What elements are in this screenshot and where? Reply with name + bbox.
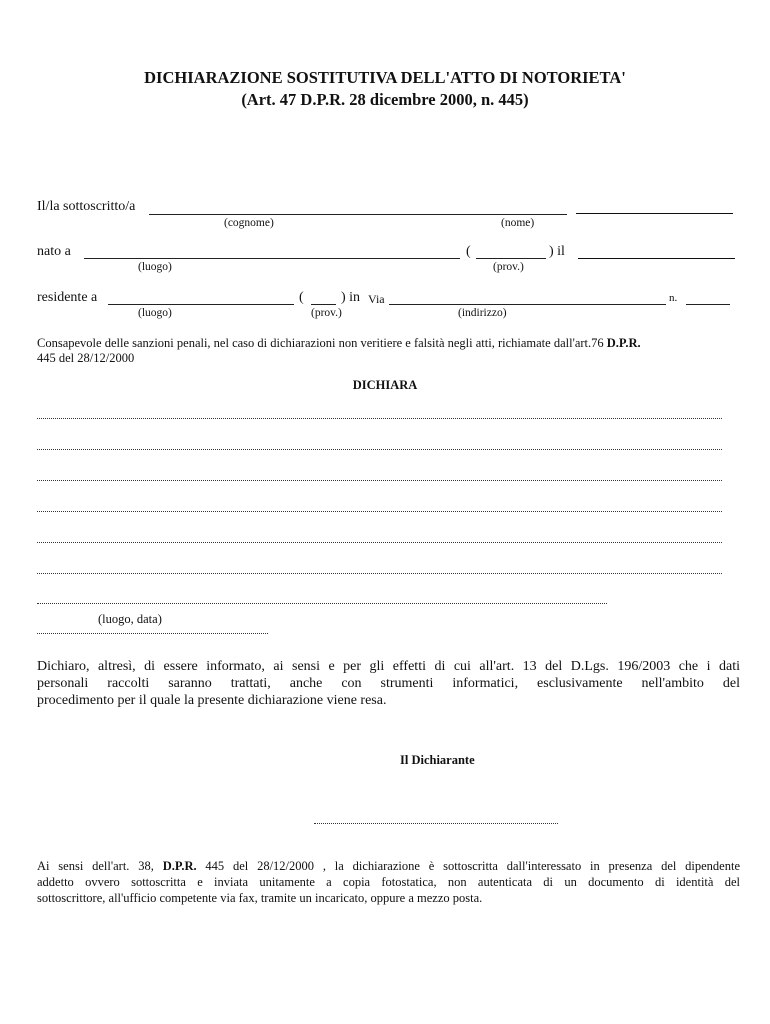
luogo-data-field[interactable] [37,633,268,634]
luogo-residenza-field[interactable] [108,304,294,305]
nome-field[interactable] [576,213,733,214]
dpr-ref: D.P.R. [606,336,641,350]
paren-open-residenza: ( [299,290,304,305]
luogo-data-caption: (luogo, data) [98,612,162,626]
residente-a-label: residente a [37,290,98,305]
via-label: Via [368,292,385,306]
paren-close-in: ) in [341,290,361,305]
civico-field[interactable] [686,304,730,305]
consapevole-line2: 445 del 28/12/2000 [37,351,135,365]
prov-caption: (prov.) [493,261,524,273]
dichiara-line-2[interactable] [37,449,722,450]
luogo-nascita-field[interactable] [84,258,460,259]
il-dichiarante-label: Il Dichiarante [400,753,475,767]
dichiara-line-1[interactable] [37,418,722,419]
cognome-field[interactable] [149,214,567,215]
sottoscritto-label: Il/la sottoscritto/a [37,199,136,214]
footer-line1-a: Ai sensi dell'art. 38, [37,859,154,873]
prov-nascita-field[interactable] [476,258,546,259]
dichiara-line-5[interactable] [37,542,722,543]
data-nascita-field[interactable] [578,258,735,259]
cognome-caption: (cognome) [224,217,274,229]
dichiara-line-7[interactable] [37,603,607,604]
document-title: DICHIARAZIONE SOSTITUTIVA DELL'ATTO DI NOTORIETA' [144,68,626,87]
privacy-line1: Dichiaro, altresì, di essere informato, ai sensi e per gli effetti di cui all'art. 13 del D.Lgs. 196/2003 che i dati [37,659,740,674]
privacy-line3: procedimento per il quale la presente dichiarazione viene resa. [37,693,387,708]
privacy-line2: personali raccolti saranno trattati, anche con strumenti informatici, esclusivamente nell'ambito del [37,676,740,691]
prov-residenza-field[interactable] [311,304,336,305]
prov-residenza-caption: (prov.) [311,307,342,319]
footer-line3: sottoscrittore, all'ufficio competente via fax, tramite un incaricato, oppure a mezzo posta. [37,891,483,905]
luogo-residenza-caption: (luogo) [138,307,172,319]
dichiara-line-3[interactable] [37,480,722,481]
luogo-caption: (luogo) [138,261,172,273]
nome-caption: (nome) [501,217,535,229]
civico-label: n. [669,292,678,304]
nato-a-label: nato a [37,244,71,259]
paren-open: ( [466,244,471,259]
consapevole-line1: Consapevole delle sanzioni penali, nel caso di dichiarazioni non veritiere e falsità negli atti, richiamate dall'art.76 [37,336,604,350]
indirizzo-field[interactable] [389,304,666,305]
dichiara-heading: DICHIARA [352,378,418,392]
footer-line1-c: 445 del 28/12/2000 , la dichiarazione è sottoscritta dall'interessato in presenza del dipendente [205,859,740,873]
firma-field[interactable] [314,823,558,824]
consapevole-text [37,336,641,351]
indirizzo-caption: (indirizzo) [458,307,507,319]
paren-close-il: ) il [549,244,565,259]
footer-line2: addetto ovvero sottoscritta e inviata unitamente a copia fotostatica, non autenticata di un documento di identità del [37,875,740,889]
dichiara-line-4[interactable] [37,511,722,512]
dichiara-line-6[interactable] [37,573,722,574]
document-subtitle: (Art. 47 D.P.R. 28 dicembre 2000, n. 445) [241,90,529,109]
footer-line1 [37,859,740,874]
footer-dpr-ref: D.P.R. [162,859,197,873]
